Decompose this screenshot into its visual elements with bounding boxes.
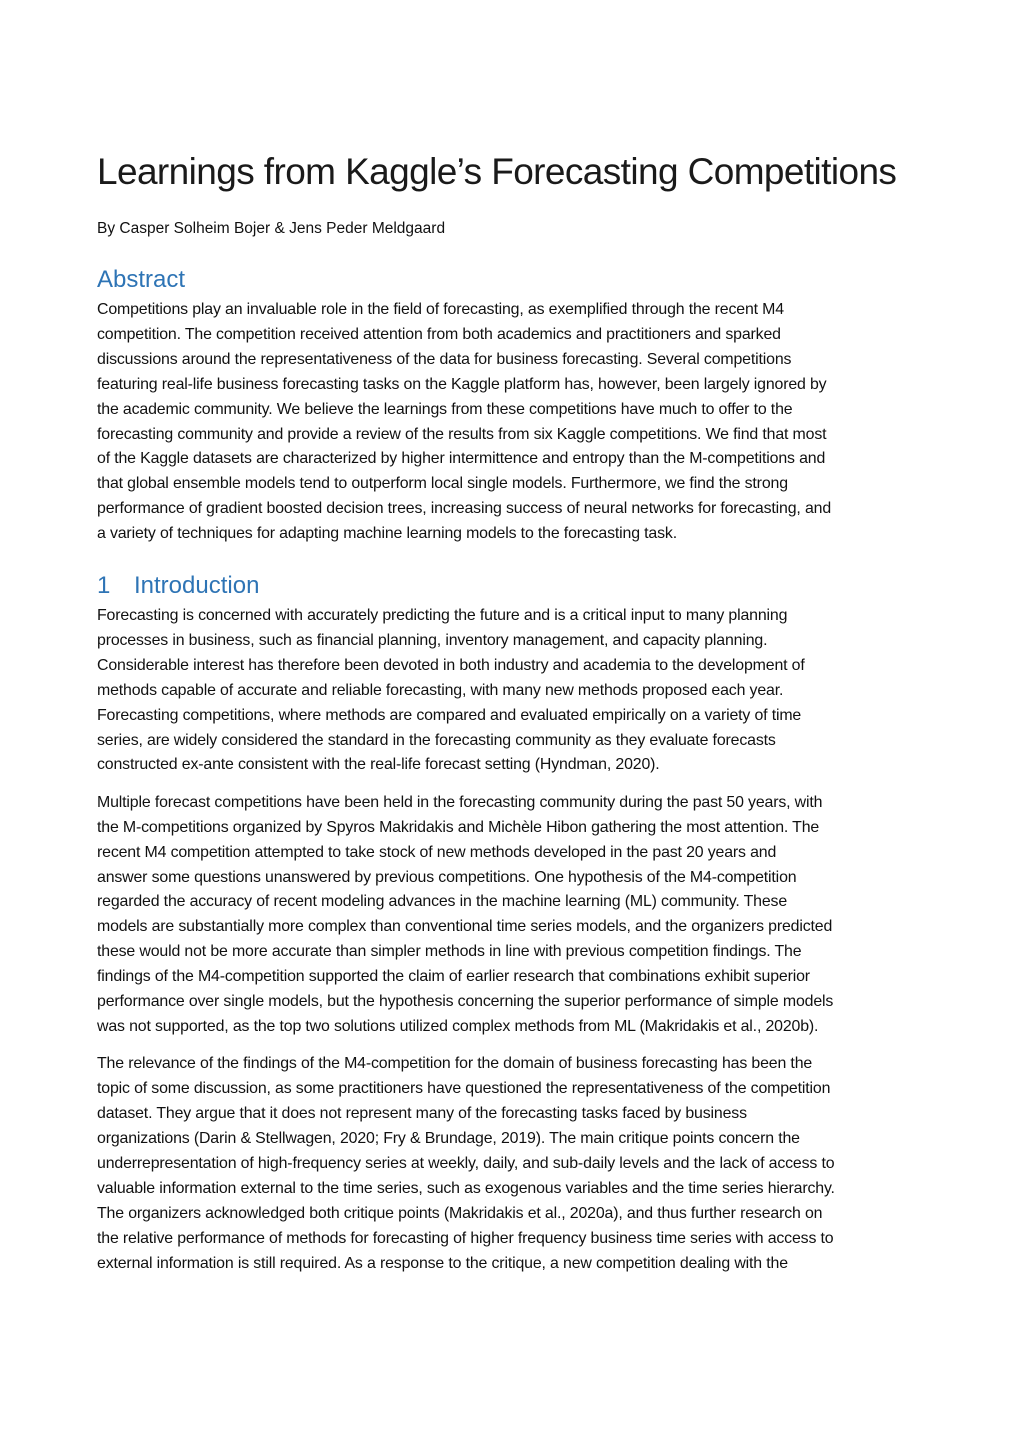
text-line: external information is still required. As a response to the critique, a new competition dealing with the	[97, 1254, 788, 1272]
text-line: The organizers acknowledged both critique points (Makridakis et al., 2020a), and thus further research on	[97, 1204, 823, 1222]
paper-title: Learnings from Kaggle’s Forecasting Competitions	[97, 151, 897, 192]
text-line: regarded the accuracy of recent modeling advances in the machine learning (ML) community. These	[97, 893, 788, 911]
introduction-heading	[97, 571, 259, 601]
text-line: answer some questions unanswered by previous competitions. One hypothesis of the M4-competition	[97, 868, 797, 886]
introduction-paragraph-2	[97, 791, 927, 1040]
abstract-paragraph	[97, 298, 927, 547]
text-line: performance of gradient boosted decision trees, increasing success of neural networks for forecasting, and	[97, 500, 832, 518]
abstract-body	[97, 298, 927, 547]
introduction-paragraph-1	[97, 604, 927, 778]
text-line: underrepresentation of high-frequency series at weekly, daily, and sub-daily levels and the lack of access to	[97, 1155, 835, 1173]
text-line: Competitions play an invaluable role in the field of forecasting, as exemplified through the recent M4	[97, 301, 784, 318]
text-line: recent M4 competition attempted to take stock of new methods developed in the past 20 years and	[97, 843, 777, 861]
text-line: The relevance of the findings of the M4-competition for the domain of business forecasting has been the	[97, 1055, 813, 1073]
text-line: Considerable interest has therefore been devoted in both industry and academia to the development of	[97, 656, 805, 674]
text-line: organizations (Darin & Stellwagen, 2020; Fry & Brundage, 2019). The main critique points concern the	[97, 1130, 800, 1148]
text-line: processes in business, such as financial planning, inventory management, and capacity planning.	[97, 631, 768, 649]
section-title: Introduction	[134, 572, 260, 599]
text-line: findings of the M4-competition supported the claim of earlier research that combinations exhibit superior	[97, 968, 810, 986]
text-line: the academic community. We believe the learnings from these competitions have much to offer to the	[97, 400, 793, 418]
text-line: constructed ex-ante consistent with the real-life forecast setting (Hyndman, 2020).	[97, 756, 660, 774]
text-line: models are substantially more complex than conventional time series models, and the organizers predicted	[97, 918, 833, 936]
text-line: topic of some discussion, as some practitioners have questioned the representativeness of the competition	[97, 1080, 831, 1098]
introduction-paragraph-3	[97, 1052, 927, 1276]
text-line: valuable information external to the time series, such as exogenous variables and the time series hierarchy.	[97, 1179, 835, 1197]
text-line: methods capable of accurate and reliable forecasting, with many new methods proposed each year.	[97, 681, 784, 699]
text-line: the relative performance of methods for forecasting of higher frequency business time series with access to	[97, 1229, 834, 1247]
text-line: Forecasting is concerned with accurately predicting the future and is a critical input to many planning	[97, 607, 788, 624]
text-line: the M-competitions organized by Spyros Makridakis and Michèle Hibon gathering the most attention. The	[97, 818, 820, 836]
text-line: forecasting community and provide a review of the results from six Kaggle competitions. We find that most	[97, 425, 827, 443]
text-line: a variety of techniques for adapting machine learning models to the forecasting task.	[97, 525, 677, 543]
text-line: was not supported, as the top two solutions utilized complex methods from ML (Makridakis et al., 2020b).	[97, 1018, 819, 1035]
introduction-body	[97, 604, 927, 1277]
text-line: series, are widely considered the standard in the forecasting community as they evaluate forecasts	[97, 731, 776, 749]
abstract-heading: Abstract	[97, 266, 186, 293]
text-line: dataset. They argue that it does not represent many of the forecasting tasks faced by business	[97, 1105, 747, 1123]
author-line: By Casper Solheim Bojer & Jens Peder Meldgaard	[97, 220, 446, 237]
text-line: featuring real-life business forecasting tasks on the Kaggle platform has, however, been largely ignored by	[97, 375, 827, 393]
text-line: these would not be more accurate than simpler methods in line with previous competition findings. The	[97, 943, 802, 961]
text-line: that global ensemble models tend to outperform local single models. Furthermore, we find the strong	[97, 475, 788, 493]
text-line: competition. The competition received attention from both academics and practitioners and sparked	[97, 325, 781, 343]
text-line: performance over single models, but the hypothesis concerning the superior performance of simple models	[97, 993, 834, 1011]
text-line: discussions around the representativeness of the data for business forecasting. Several competitions	[97, 350, 792, 368]
text-line: of the Kaggle datasets are characterized by higher intermittence and entropy than the M-competitions and	[97, 450, 826, 468]
text-line: Multiple forecast competitions have been held in the forecasting community during the past 50 years, with	[97, 793, 823, 811]
section-number: 1	[97, 572, 111, 599]
text-line: Forecasting competitions, where methods are compared and evaluated empirically on a variety of time	[97, 706, 802, 724]
